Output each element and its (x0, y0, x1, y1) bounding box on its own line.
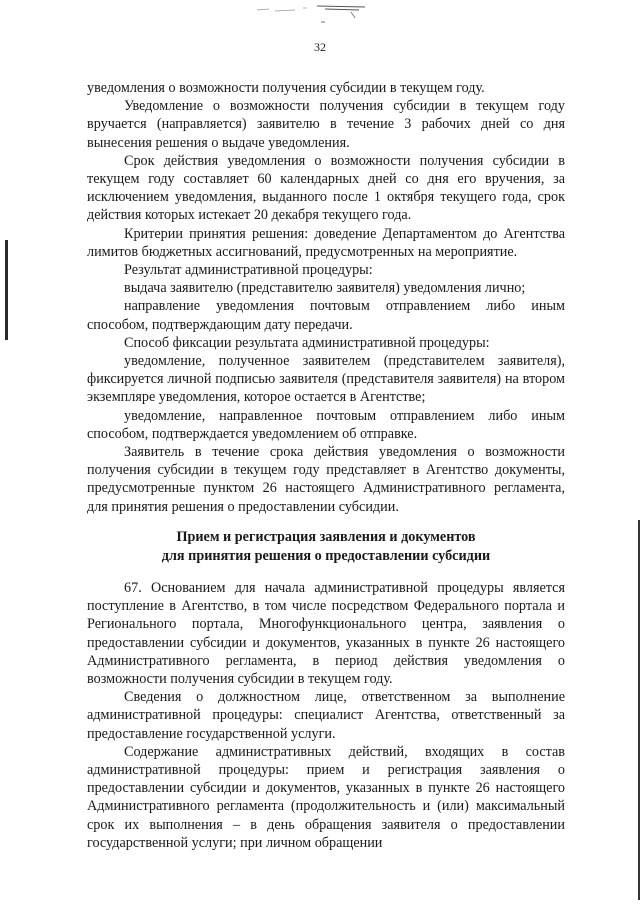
section-heading-line-1: Прием и регистрация заявления и документов (176, 529, 476, 545)
paragraph: Способ фиксации результата административной процедуры: (124, 334, 490, 351)
paragraph: уведомление, направленное почтовым отправлением либо иным способом, подтверждается уведомлением об отправке. (87, 407, 565, 442)
paragraph: Содержание административных действий, входящих в состав административной процедуры: прием и регистрация заявления о предоставлении субсидии и документов, указанных в пункте 26 настоящего Административного регламента (продолжительность и (или) максимальный срок их выполнения – в день обращения заявителя о предоставлении государственной услуги; при личном обращении (87, 743, 565, 851)
page-number: 32 (314, 40, 326, 54)
scan-artifact-marks (255, 2, 375, 24)
paragraph: Срок действия уведомления о возможности получения субсидии в текущем году составляет 60 календарных дней со дня его вручения, за исключением уведомления, выданного после 1 октября текущего года, срок действия которых истекает 20 декабря текущего года. (87, 152, 565, 224)
section-heading-line-2: для принятия решения о предоставлении субсидии (161, 547, 491, 564)
paragraph: уведомление, полученное заявителем (представителем заявителя), фиксируется личной подписью заявителя (представителя заявителя) на втором экземпляре уведомления, которое остается в Агентстве; (87, 353, 565, 406)
scan-edge-mark-left (5, 240, 8, 340)
paragraph: уведомления о возможности получения субсидии в текущем году. (87, 80, 485, 96)
paragraph: Сведения о должностном лице, ответственном за выполнение административной процедуры: специалист Агентства, ответственный за предоставление государственной услуги. (87, 689, 565, 742)
section-heading (87, 528, 565, 565)
paragraph: направление уведомления почтовым отправлением либо иным способом, подтверждающим дату передачи. (87, 298, 565, 333)
paragraph: Уведомление о возможности получения субсидии в текущем году вручается (направляется) заявителю в течение 3 рабочих дней со дня вынесения решения о выдаче уведомления. (87, 98, 565, 151)
paragraph: Критерии принятия решения: доведение Департаментом до Агентства лимитов бюджетных ассигнований, предусмотренных на мероприятие. (87, 225, 565, 260)
body-text-top (87, 79, 565, 516)
paragraph: выдача заявителю (представителю заявителя) уведомления лично; (124, 280, 526, 297)
paragraph: Заявитель в течение срока действия уведомления о возможности получения субсидии в текущем году представляет в Агентство документы, предусмотренные пунктом 26 настоящего Административного регламента, для принятия решения о предоставлении субсидии. (87, 444, 565, 515)
paragraph: Результат административной процедуры: (124, 262, 373, 279)
paragraph: 67. Основанием для начала административной процедуры является поступление в Агентство, в том числе посредством Федерального портала и Регионального портала, Многофункционального центра, заявления о предоставлении субсидии и документов, указанных в пункте 26 настоящего Административного регламента, в период действия уведомления о возможности получения субсидии в текущем году. (87, 580, 565, 688)
body-text-bottom (87, 579, 565, 852)
